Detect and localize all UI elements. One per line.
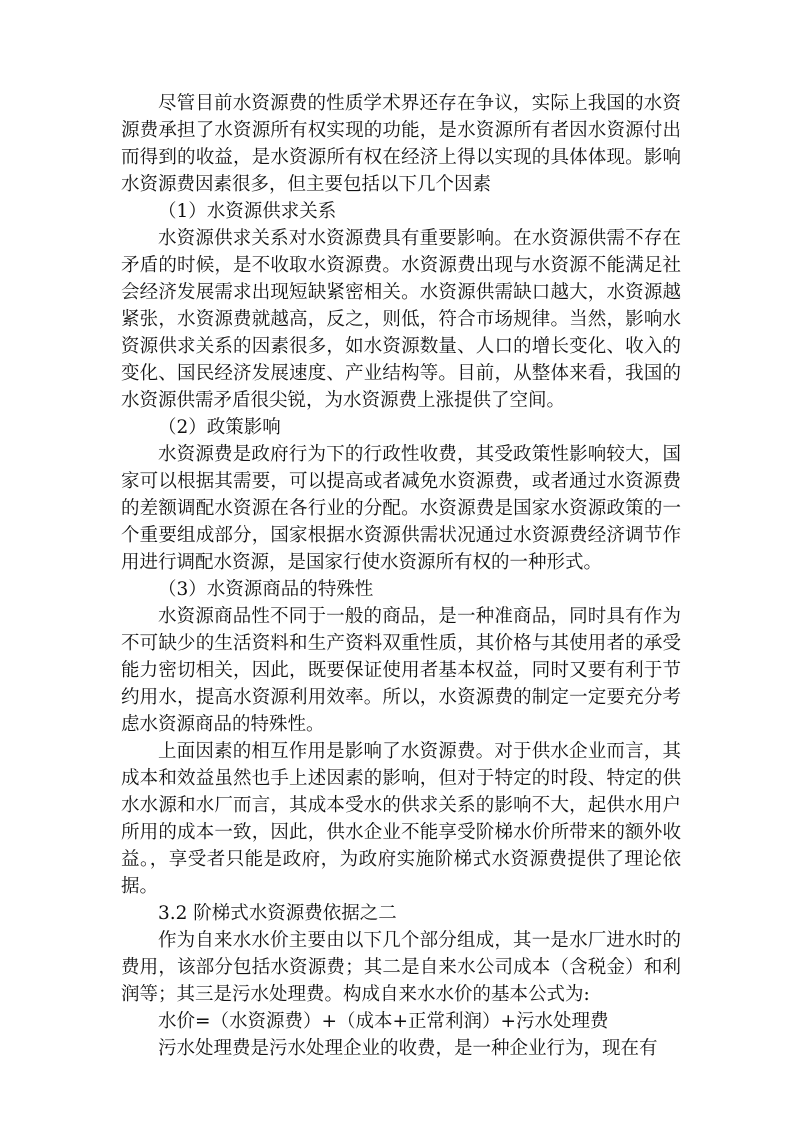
document-body	[121, 90, 681, 1062]
section-heading-commodity: （3）水资源商品的特殊性	[158, 579, 374, 600]
water-price-paragraph: 作为自来水水价主要由以下几个部分组成，其一是水厂进水时的费用，该部分包括水资源费；其二是自来水公司成本（含税金）和利润等；其三是污水处理费。构成自来水水价的基本公式为:	[121, 930, 681, 1005]
supply-demand-paragraph: 水资源供求关系对水资源费具有重要影响。在水资源供需不存在矛盾的时候，是不收取水资源费。水资源费出现与水资源不能满足社会经济发展需求出现短缺紧密相关。水资源供需缺口越大，水资源越紧张，水资源费就越高，反之，则低，符合市场规律。当然，影响水资源供求关系的因素很多，如水资源数量、人口的增长变化、收入的变化、国民经济发展速度、产业结构等。目前，从整体来看，我国的水资源供需矛盾很尖锐，为水资源费上涨提供了空间。	[121, 228, 681, 411]
commodity-paragraph: 水资源商品性不同于一般的商品，是一种准商品，同时具有作为不可缺少的生活资料和生产资料双重性质，其价格与其使用者的承受能力密切相关，因此，既要保证使用者基本权益，同时又要有利于节约用水，提高水资源利用效率。所以，水资源费的制定一定要充分考虑水资源商品的特殊性。	[121, 606, 681, 735]
section-heading-3-2: 3.2 阶梯式水资源费依据之二	[158, 903, 397, 924]
section-heading-supply-demand: （1）水资源供求关系	[158, 201, 337, 222]
intro-paragraph: 尽管目前水资源费的性质学术界还存在争议，实际上我国的水资源费承担了水资源所有权实现的功能，是水资源所有者因水资源付出而得到的收益，是水资源所有权在经济上得以实现的具体体现。影响水资源费因素很多，但主要包括以下几个因素	[121, 93, 681, 195]
interaction-paragraph: 上面因素的相互作用是影响了水资源费。对于供水企业而言，其成本和效益虽然也手上述因素的影响，但对于特定的时段、特定的供水水源和水厂而言，其成本受水的供求关系的影响不大，起供水用户所用的成本一致，因此，供水企业不能享受阶梯水价所带来的额外收益。，享受者只能是政府，为政府实施阶梯式水资源费提供了理论依据。	[121, 741, 681, 897]
section-heading-policy: （2）政策影响	[158, 417, 281, 438]
water-price-formula: 水价=（水资源费）+（成本+正常利润）+污水处理费	[158, 1011, 609, 1032]
sewage-fee-paragraph: 污水处理费是污水处理企业的收费，是一种企业行为，现在有	[158, 1038, 658, 1059]
policy-paragraph: 水资源费是政府行为下的行政性收费，其受政策性影响较大，国家可以根据其需要，可以提高或者减免水资源费，或者通过水资源费的差额调配水资源在各行业的分配。水资源费是国家水资源政策的一个重要组成部分，国家根据水资源供需状况通过水资源费经济调节作用进行调配水资源，是国家行使水资源所有权的一种形式。	[121, 444, 681, 573]
